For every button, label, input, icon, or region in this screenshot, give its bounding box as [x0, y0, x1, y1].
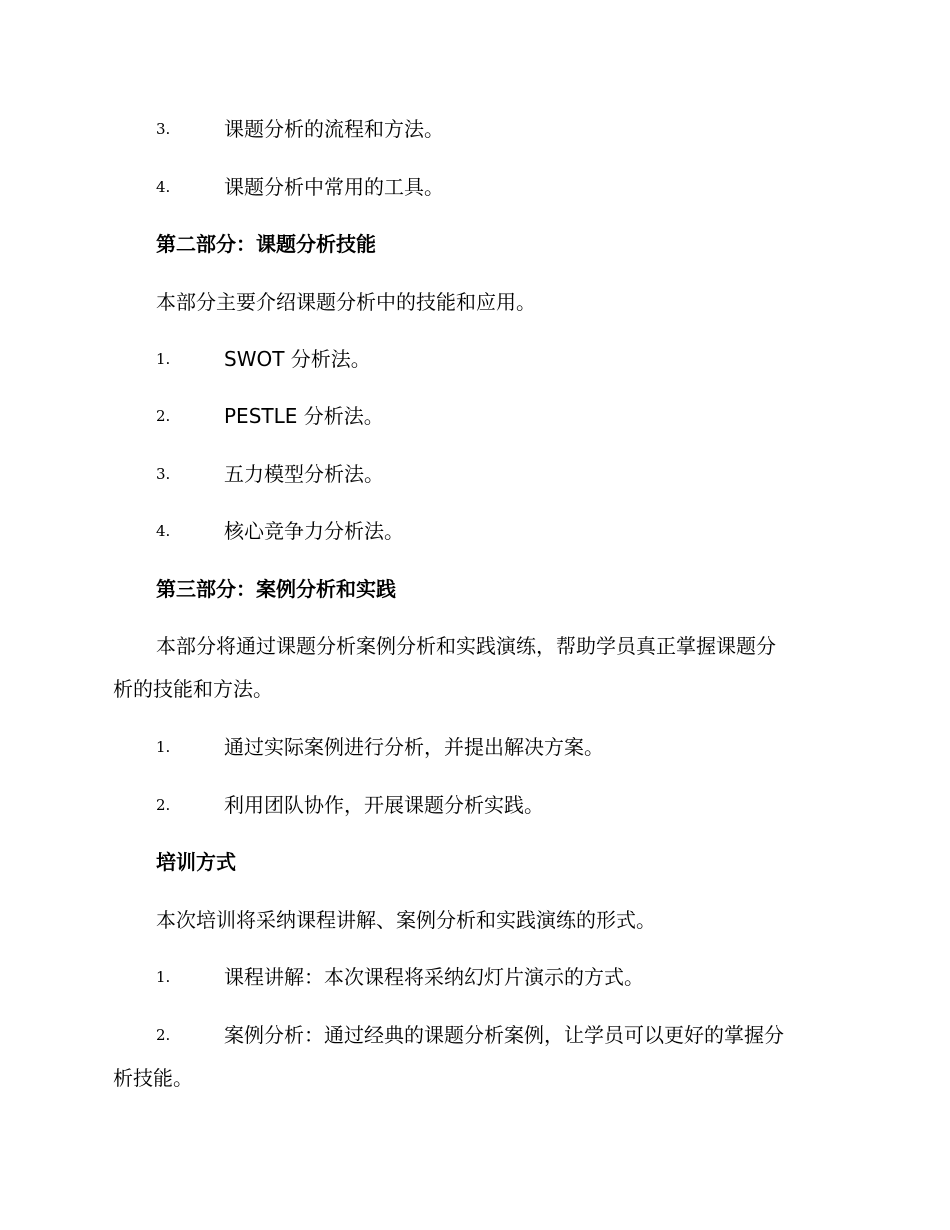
section-intro: 本部分主要介绍课题分析中的技能和应用。	[156, 290, 536, 314]
list-item-text: 核心竞争力分析法。	[224, 519, 404, 543]
list-item-number: 3.	[156, 120, 171, 138]
list-item-text: 利用团队协作，开展课题分析实践。	[224, 793, 544, 817]
list-item-text: SWOT 分析法。	[224, 347, 371, 371]
section-heading: 培训方式	[156, 850, 236, 874]
list-item-text: 课题分析的流程和方法。	[224, 117, 444, 141]
list-item-number: 1.	[156, 738, 171, 756]
list-item-text: PESTLE 分析法。	[224, 404, 384, 428]
list-item-number: 4.	[156, 178, 171, 196]
list-item-number: 3.	[156, 465, 171, 483]
section-intro: 本次培训将采纳课程讲解、案例分析和实践演练的形式。	[156, 908, 656, 932]
list-item-number: 2.	[156, 1026, 171, 1044]
list-item-number: 1.	[156, 968, 171, 986]
list-item-number: 1.	[156, 350, 171, 368]
list-item-number: 2.	[156, 796, 171, 814]
list-item-text: 通过实际案例进行分析，并提出解决方案。	[224, 735, 604, 759]
section-heading: 第三部分：案例分析和实践	[156, 577, 396, 601]
list-item-text: 五力模型分析法。	[224, 462, 384, 486]
section-intro-continuation: 析的技能和方法。	[113, 677, 273, 701]
list-item-continuation: 析技能。	[113, 1066, 193, 1090]
section-intro: 本部分将通过课题分析案例分析和实践演练，帮助学员真正掌握课题分	[156, 634, 776, 658]
list-item-text: 案例分析：通过经典的课题分析案例，让学员可以更好的掌握分	[224, 1023, 784, 1047]
list-item-number: 2.	[156, 407, 171, 425]
list-item-text: 课程讲解：本次课程将采纳幻灯片演示的方式。	[224, 965, 644, 989]
list-item-text: 课题分析中常用的工具。	[224, 175, 444, 199]
list-item-number: 4.	[156, 522, 171, 540]
section-heading: 第二部分：课题分析技能	[156, 232, 376, 256]
